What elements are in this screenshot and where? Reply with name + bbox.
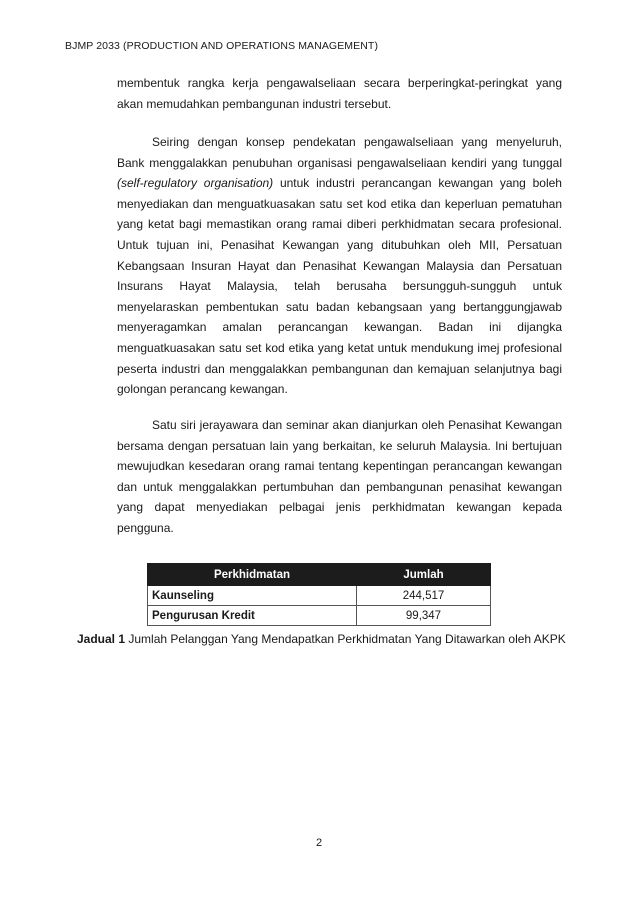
table-row (148, 586, 491, 606)
page-header: BJMP 2033 (PRODUCTION AND OPERATIONS MANAGEMENT) (65, 40, 379, 52)
paragraph-1-text: membentuk rangka kerja pengawalseliaan secara berperingkat-peringkat yang akan memudahkan pembangunan industri tersebut. (117, 76, 562, 111)
service-name-cell: Kaunseling (148, 586, 357, 606)
count-cell: 244,517 (357, 586, 491, 606)
table-row (148, 606, 491, 626)
paragraph-2-lead: Seiring dengan konsep pendekatan pengawalseliaan yang menyeluruh, Bank menggalakkan penubuhan organisasi pengawalseliaan kendiri yang tunggal (117, 135, 562, 170)
caption-text: Jumlah Pelanggan Yang Mendapatkan Perkhidmatan Yang Ditawarkan oleh AKPK (125, 632, 566, 646)
column-header-service: Perkhidmatan (148, 564, 357, 586)
paragraph-2-text (117, 132, 562, 400)
services-table (147, 563, 491, 626)
paragraph-3-text: Satu siri jerayawara dan seminar akan dianjurkan oleh Penasihat Kewangan bersama dengan persatuan lain yang berkaitan, ke seluruh Malaysia. Ini bertujuan mewujudkan kesedaran orang ramai tentang kepentingan perancangan kewangan dan untuk menggalakkan pertumbuhan dan pembangunan penasihat kewangan yang dapat menyediakan pelbagai jenis perkhidmatan kewangan kepada pengguna. (117, 418, 562, 535)
caption-label: Jadual 1 (77, 632, 126, 646)
paragraph-1 (117, 73, 562, 114)
table-caption (77, 632, 566, 646)
paragraph-2-italic-term: (self-regulatory organisation) (117, 176, 274, 191)
paragraph-3 (117, 415, 562, 539)
service-name-cell: Pengurusan Kredit (148, 606, 357, 626)
paragraph-2-rest: untuk industri perancangan kewangan yang boleh menyediakan dan menguatkuasakan satu set kod etika dan keperluan pematuhan yang ketat bagi memastikan orang ramai diberi perkhidmatan secara profesional. Untuk tujuan ini, Penasihat Kewangan yang ditubuhkan oleh MII, Persatuan Kebangsaan Insuran Hayat dan Penasihat Kewangan Malaysia dan Persatuan Insurans Hayat Malaysia, telah berusaha bersungguh-sungguh untuk menyelaraskan pembentukan satu badan kebangsaan yang bertanggungjawab menyeragamkan amalan perancangan kewangan. Badan ini dijangka menguatkuasakan satu set kod etika yang ketat untuk mendukung imej profesional peserta industri dan menggalakkan pembangunan dan kemajuan selanjutnya bagi golongan perancang kewangan. (117, 176, 562, 397)
column-header-count: Jumlah (357, 564, 491, 586)
paragraph-2 (117, 132, 562, 400)
page-number: 2 (315, 837, 323, 849)
table-header-row (148, 564, 491, 586)
count-cell: 99,347 (357, 606, 491, 626)
